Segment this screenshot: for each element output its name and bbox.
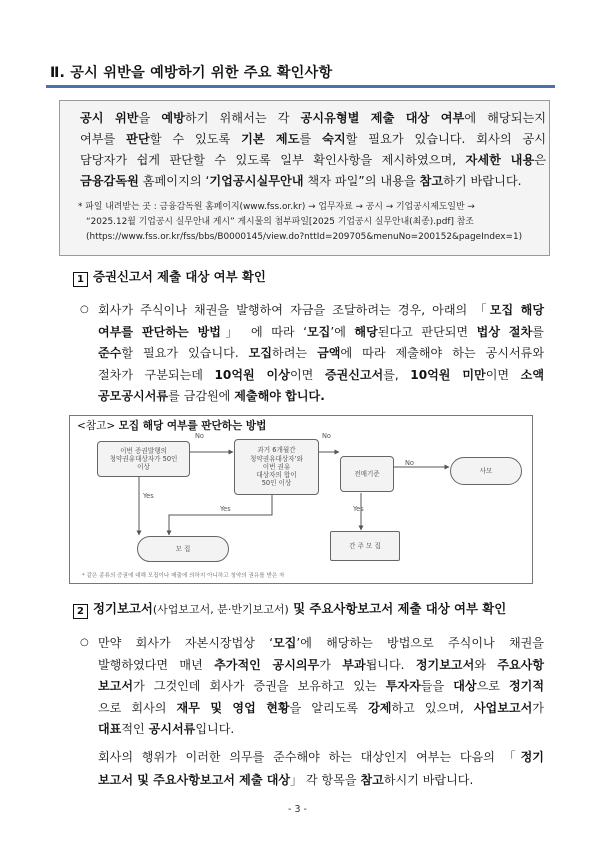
flow-node-offer-50-plus — [97, 441, 190, 477]
body-text: 하려는 — [272, 346, 318, 360]
emphasis-text: 공시 위반 — [80, 111, 139, 125]
flow-label-yes-1: Yes — [143, 492, 154, 500]
emphasis-text: 여부를 판단하는 방법 — [98, 324, 221, 339]
flow-node-public-offering-text: 모 집 — [175, 544, 191, 553]
body-text: 를 — [299, 132, 323, 146]
emphasis-text: 숙지 — [322, 132, 346, 146]
flow-node-deemed-offering-text: 간 주 모 집 — [349, 541, 381, 550]
body-text: 하기 위해서는 각 — [184, 111, 301, 125]
emphasis-text: 예방 — [161, 111, 185, 125]
body-text: 은 — [534, 153, 547, 167]
section2-line — [98, 723, 544, 735]
emphasis-text: 공모공시서류 — [98, 389, 169, 403]
emphasis-text: 기업공시실무안내 — [209, 174, 304, 188]
flowchart-footnote: * 같은 종류의 증권에 대해 모집이나 매출에 의하지 아니하고 청약의 권유를 받은 자 — [82, 573, 285, 579]
body-text: 할 필요가 있습니다. — [121, 346, 249, 360]
flow-node-resale-criteria — [340, 456, 394, 492]
body-text: 와 — [474, 657, 498, 672]
body-text: 을 알리도록 — [289, 700, 369, 715]
body-text: 」 에 따라 ‘ — [220, 324, 307, 339]
flow-node-resale-criteria-text: 전매기준 — [354, 469, 380, 478]
flow-node-private-placement-text: 사모 — [479, 466, 493, 475]
flow-node-six-months-sum — [234, 439, 319, 495]
reference-label-title: 모집 해당 여부를 판단하는 방법 — [118, 420, 267, 432]
section1-line — [98, 390, 544, 402]
body-text: 를, — [383, 367, 411, 382]
body-text: 가 — [532, 700, 544, 715]
body-text: ’에 — [330, 324, 355, 339]
emphasis-text: 공시서류 — [148, 722, 196, 736]
section2-line — [98, 659, 544, 671]
section2-line — [98, 637, 544, 649]
body-text: 을 — [138, 111, 162, 125]
flow-node-deemed-offering — [330, 531, 400, 561]
section1-line — [98, 304, 544, 316]
emphasis-text: 강제 — [368, 700, 392, 715]
summary-line — [80, 133, 546, 145]
section1-line — [98, 326, 544, 338]
body-text: 할 수 있도록 — [149, 132, 242, 146]
body-text: ’에 해당하는 방법으로 주식이나 채권을 — [296, 636, 544, 650]
section1-line — [98, 347, 544, 359]
body-text: 으로 회사의 — [98, 700, 177, 715]
emphasis-text: 사업보고서 — [473, 700, 533, 715]
body-text: 하시기 바랍니다. — [383, 773, 474, 787]
emphasis-text: 대상 — [453, 679, 477, 693]
emphasis-text: 정기 — [520, 750, 544, 764]
body-text: 를 금감원에 — [168, 389, 235, 403]
emphasis-text: 금융감독원 — [80, 174, 139, 188]
body-text: 」 각 항목을 — [290, 773, 361, 787]
body-text: 가 — [319, 657, 343, 672]
emphasis-text: 주요사항 — [497, 657, 544, 672]
emphasis-text: 정기보고서 — [415, 657, 475, 672]
emphasis-text: 투자자 — [385, 679, 421, 693]
flow-node-six-months-sum-text: 과거 6개월간 청약권유대상자’와 이번 권유 대상자의 합이 50인 이상 — [249, 446, 304, 488]
emphasis-text: 정기적 — [508, 679, 545, 693]
emphasis-text: 제출해야 합니다. — [234, 389, 325, 403]
emphasis-text: 10억원 미만 — [410, 367, 486, 382]
flow-label-no-3: No — [405, 459, 414, 467]
emphasis-text: 증권신고서 — [324, 367, 384, 382]
reference-label-prefix: <참고> — [77, 420, 116, 432]
body-text: 됩니다. — [365, 657, 416, 672]
summary-line — [80, 112, 546, 124]
emphasis-text: 기본 제도 — [241, 132, 300, 146]
flow-node-public-offering — [137, 536, 229, 562]
body-text: 를 — [532, 324, 544, 339]
emphasis-text: 공시유형별 제출 대상 여부 — [300, 111, 465, 125]
emphasis-text: 참고 — [360, 773, 384, 787]
emphasis-text: 법상 절차 — [476, 324, 533, 339]
body-text: 으로 — [476, 679, 509, 693]
section2-title-b: 및 주요사항보고서 제출 대상 여부 확인 — [288, 601, 507, 616]
summary-note-line: (https://www.fss.or.kr/fss/bbs/B0000145/view.do?nttId=209705&menuNo=200152&pageIndex=1) — [86, 232, 523, 242]
summary-line — [80, 175, 546, 187]
body-text: 가 그것인데 회사가 증권을 보유하고 있는 — [133, 679, 386, 693]
emphasis-text: 모집 — [273, 636, 297, 650]
emphasis-text: 모집 — [306, 324, 331, 339]
title-underline — [46, 85, 555, 88]
emphasis-text: 소액 — [520, 367, 545, 382]
section2-heading — [73, 603, 506, 619]
body-text: 발행하였다면 매년 — [98, 657, 215, 672]
body-text: 할 필요가 있습니다. 회사의 공시 — [345, 132, 547, 146]
body-text: 들을 — [420, 679, 454, 693]
page-number: - 3 - — [288, 804, 307, 815]
flow-node-private-placement — [450, 457, 522, 485]
emphasis-text: 10억원 이상 — [214, 367, 290, 382]
body-text: 회사가 주식이나 채권을 발행하여 자금을 조달하려는 경우, 아래의 「 — [98, 303, 490, 317]
flow-label-yes-3: Yes — [353, 505, 364, 513]
section2-bullet: ○ — [80, 637, 89, 648]
body-text: 절차가 구분되는데 — [98, 367, 215, 382]
section-title: Ⅱ. 공시 위반을 예방하기 위한 주요 확인사항 — [50, 65, 333, 81]
emphasis-text: 재무 및 영업 현황 — [176, 700, 290, 715]
body-text: 이면 — [485, 367, 521, 382]
flow-label-yes-2: Yes — [220, 505, 231, 513]
body-text: 입니다. — [195, 722, 235, 736]
flow-label-no-1: No — [195, 432, 204, 440]
body-text: 책자 파일”의 내용을 — [303, 174, 420, 188]
body-text: 하고 있으며, — [391, 700, 474, 715]
emphasis-text: 자세한 내용 — [465, 153, 535, 167]
body-text: 회사의 행위가 이러한 의무를 준수해야 하는 대상인지 여부는 다음의 「 — [98, 750, 521, 764]
emphasis-text: 준수 — [98, 346, 122, 360]
section1-number: 1 — [73, 272, 88, 287]
section2b-line — [98, 751, 544, 763]
section2-title-small: (사업보고서, 분·반기보고서) — [152, 603, 289, 616]
body-text: 홈페이지의 ‘ — [138, 174, 210, 188]
body-text: 담당자가 쉽게 판단할 수 있도록 일부 확인사항을 제시하였으며, — [80, 153, 466, 167]
body-text: 적인 — [121, 722, 149, 736]
emphasis-text: 모집 해당 — [489, 303, 544, 317]
summary-note-line: “2025.12월 기업공시 실무안내 게시” 게시물의 첨부파일[2025 기업공시 실무안내(최종).pdf] 참조 — [86, 217, 474, 227]
section1-bullet: ○ — [80, 304, 89, 315]
emphasis-text: 모집 — [248, 346, 273, 360]
body-text: 만약 회사가 자본시장법상 ‘ — [98, 636, 273, 650]
section2b-line — [98, 774, 544, 786]
section1-heading — [73, 271, 266, 287]
body-text: 하기 바랍니다. — [443, 174, 522, 188]
summary-line — [80, 154, 546, 166]
section2-number: 2 — [73, 604, 88, 619]
flow-label-no-2: No — [322, 432, 331, 440]
emphasis-text: 해당 — [354, 324, 378, 339]
section2-title-a: 정기보고서 — [93, 601, 153, 616]
emphasis-text: 금액 — [317, 346, 341, 360]
emphasis-text: 판단 — [126, 132, 150, 146]
emphasis-text: 보고서 — [98, 679, 134, 693]
summary-note-line: * 파일 내려받는 곳 : 금융감독원 홈페이지(www.fss.or.kr) → 업무자료 → 공시 → 기업공시제도일반 → — [78, 202, 475, 212]
body-text: 에 따라 제출해야 하는 공시서류와 — [340, 346, 544, 360]
emphasis-text: 보고서 및 주요사항보고서 제출 대상 — [98, 773, 291, 787]
flow-node-offer-50-plus-text: 이번 증권발행의 청약권유대상자가 50인 이상 — [109, 446, 178, 472]
emphasis-text: 참고 — [419, 174, 444, 188]
body-text: 여부를 — [80, 132, 127, 146]
section2-line — [98, 702, 544, 714]
emphasis-text: 추가적인 공시의무 — [214, 657, 320, 672]
emphasis-text: 대표 — [98, 722, 122, 736]
body-text: 이면 — [289, 367, 325, 382]
body-text: 에 해당되는지 — [464, 111, 547, 125]
section1-line — [98, 369, 544, 381]
emphasis-text: 부과 — [342, 657, 366, 672]
body-text: 된다고 판단되면 — [377, 324, 477, 339]
section1-title: 증권신고서 제출 대상 여부 확인 — [93, 269, 266, 284]
section2-line — [98, 680, 544, 692]
